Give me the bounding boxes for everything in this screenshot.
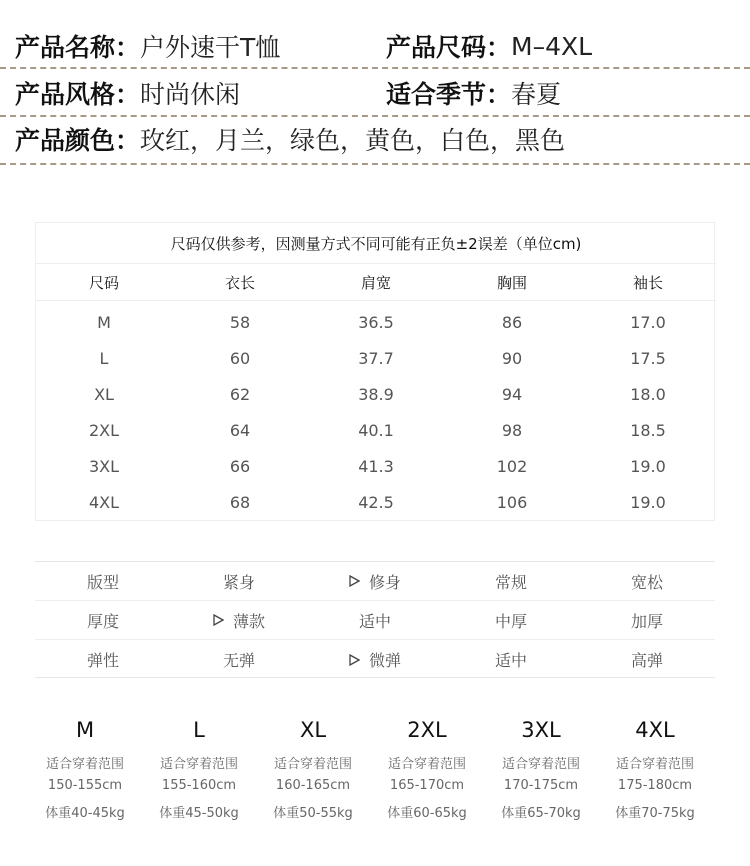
header-cell: 袖长 (632, 273, 663, 292)
product-name-label: 产品名称： (15, 33, 141, 62)
feature-option-text: 适中 (358, 611, 391, 631)
triangle-right-outline-icon (349, 575, 360, 587)
height-range: 170-175cm (503, 778, 579, 793)
table-cell: 66 (229, 456, 251, 476)
feature-option (443, 640, 579, 679)
product-size-field (386, 19, 592, 73)
range-label: 适合穿着范围 (615, 757, 694, 772)
table-cell: 68 (229, 492, 251, 512)
header-cell: 尺码 (88, 273, 119, 292)
product-info (0, 0, 750, 166)
weight-range: 体重65-70kg (501, 806, 581, 821)
feature-option (579, 640, 715, 679)
header-cell: 衣长 (224, 273, 255, 292)
height-range: 155-160cm (161, 778, 237, 793)
size-recommend-item (598, 700, 712, 835)
feature-option-selected (307, 640, 443, 679)
range-label: 适合穿着范围 (273, 757, 352, 772)
table-cell: 18.5 (630, 420, 666, 440)
table-cell: 40.1 (358, 420, 394, 440)
feature-label: 版型 (86, 572, 119, 592)
weight-range: 体重60-65kg (387, 806, 467, 821)
size-name: 2XL (407, 718, 447, 742)
table-cell: 98 (501, 420, 523, 440)
feature-option-text: 常规 (494, 572, 527, 592)
product-color-value: 玫红，月兰，绿色，黄色，白色，黑色 (140, 126, 566, 155)
product-name-field (15, 19, 280, 73)
triangle-right-outline-icon (349, 654, 360, 666)
feature-row-fit (35, 562, 715, 601)
weight-range: 体重70-75kg (615, 806, 695, 821)
feature-option (171, 562, 307, 600)
table-cell: 94 (501, 384, 523, 404)
table-row (36, 376, 716, 412)
feature-option-text: 无弹 (222, 651, 255, 670)
range-label: 适合穿着范围 (45, 757, 124, 772)
product-color-label: 产品颜色： (15, 126, 141, 155)
height-range: 160-165cm (275, 778, 351, 793)
feature-option-text: 中厚 (494, 611, 527, 631)
weight-range: 体重50-55kg (273, 806, 353, 821)
product-name-value: 户外速干T恤 (140, 33, 281, 62)
table-cell: 38.9 (358, 384, 394, 404)
product-style-value: 时尚休闲 (140, 80, 241, 109)
table-cell: 37.7 (358, 348, 394, 368)
height-range: 175-180cm (617, 778, 693, 793)
feature-option-text: 修身 (368, 572, 401, 592)
size-recommend-item (484, 700, 598, 835)
size-name: XL (299, 718, 327, 742)
size-recommend-item (28, 700, 142, 835)
product-style-label: 产品风格： (15, 80, 141, 109)
table-row (36, 412, 716, 448)
feature-option (579, 562, 715, 600)
feature-option (171, 640, 307, 679)
table-cell: 62 (229, 384, 251, 404)
table-cell: 17.5 (630, 348, 666, 368)
info-row-color (0, 112, 750, 166)
size-name: M (75, 718, 95, 742)
product-size-value: M–4XL (511, 31, 593, 61)
height-range: 150-155cm (47, 778, 123, 793)
table-cell: 86 (501, 312, 523, 332)
table-cell: 4XL (88, 492, 120, 512)
range-label: 适合穿着范围 (501, 757, 580, 772)
feature-option-text: 宽松 (630, 572, 663, 592)
product-size-label: 产品尺码： (386, 33, 512, 62)
size-name: 4XL (635, 718, 675, 742)
feature-option-text: 紧身 (222, 572, 255, 592)
table-row (36, 484, 716, 520)
feature-option-text: 薄款 (232, 611, 265, 631)
table-row (36, 340, 716, 376)
feature-option-selected (171, 601, 307, 639)
height-range: 165-170cm (389, 778, 465, 793)
product-season-value: 春夏 (511, 80, 562, 109)
table-cell: 42.5 (358, 492, 394, 512)
table-cell: 58 (229, 312, 251, 332)
header-cell: 胸围 (496, 273, 527, 292)
size-chart-header (36, 263, 716, 301)
table-cell: 19.0 (630, 456, 666, 476)
size-recommend-item (370, 700, 484, 835)
feature-option (443, 601, 579, 639)
feature-row-elasticity (35, 640, 715, 679)
feature-option (579, 601, 715, 639)
table-cell: 36.5 (358, 312, 394, 332)
header-cell: 肩宽 (360, 273, 391, 292)
table-cell: 18.0 (630, 384, 666, 404)
size-recommendation (28, 700, 712, 835)
range-label: 适合穿着范围 (159, 757, 238, 772)
dashed-divider (0, 163, 750, 165)
feature-option (443, 562, 579, 600)
size-name: L (193, 718, 205, 742)
table-cell: L (99, 348, 109, 368)
feature-label: 弹性 (86, 651, 119, 670)
feature-row-thickness (35, 601, 715, 640)
table-cell: 90 (501, 348, 523, 368)
feature-label: 厚度 (86, 611, 119, 631)
table-cell: XL (94, 384, 114, 404)
size-name: 3XL (521, 718, 561, 742)
table-cell: 19.0 (630, 492, 666, 512)
table-row (36, 448, 716, 484)
table-cell: 60 (229, 348, 251, 368)
feature-option-text: 微弹 (368, 651, 401, 670)
size-chart-caption: 尺码仅供参考，因测量方式不同可能有正负±2误差（单位cm) (170, 234, 582, 253)
size-chart-table (35, 222, 715, 521)
product-color-field (15, 112, 565, 166)
feature-option-text: 适中 (494, 651, 527, 670)
table-cell: 106 (496, 492, 528, 512)
table-cell: 2XL (88, 420, 120, 440)
feature-option-selected (307, 562, 443, 600)
weight-range: 体重45-50kg (159, 806, 239, 821)
product-season-label: 适合季节： (386, 80, 512, 109)
size-recommend-item (256, 700, 370, 835)
table-cell: 64 (229, 420, 251, 440)
weight-range: 体重40-45kg (45, 806, 125, 821)
feature-option-text: 加厚 (630, 611, 663, 631)
feature-grid (35, 561, 715, 678)
range-label: 适合穿着范围 (387, 757, 466, 772)
feature-option (307, 601, 443, 639)
table-cell: 3XL (88, 456, 120, 476)
table-cell: 102 (496, 456, 528, 476)
table-cell: 41.3 (358, 456, 394, 476)
feature-option-text: 高弹 (630, 651, 663, 670)
info-row-name-size (0, 19, 750, 73)
table-cell: 17.0 (630, 312, 666, 332)
triangle-right-outline-icon (213, 614, 224, 626)
table-cell: M (97, 312, 111, 332)
size-recommend-item (142, 700, 256, 835)
table-row (36, 304, 716, 340)
